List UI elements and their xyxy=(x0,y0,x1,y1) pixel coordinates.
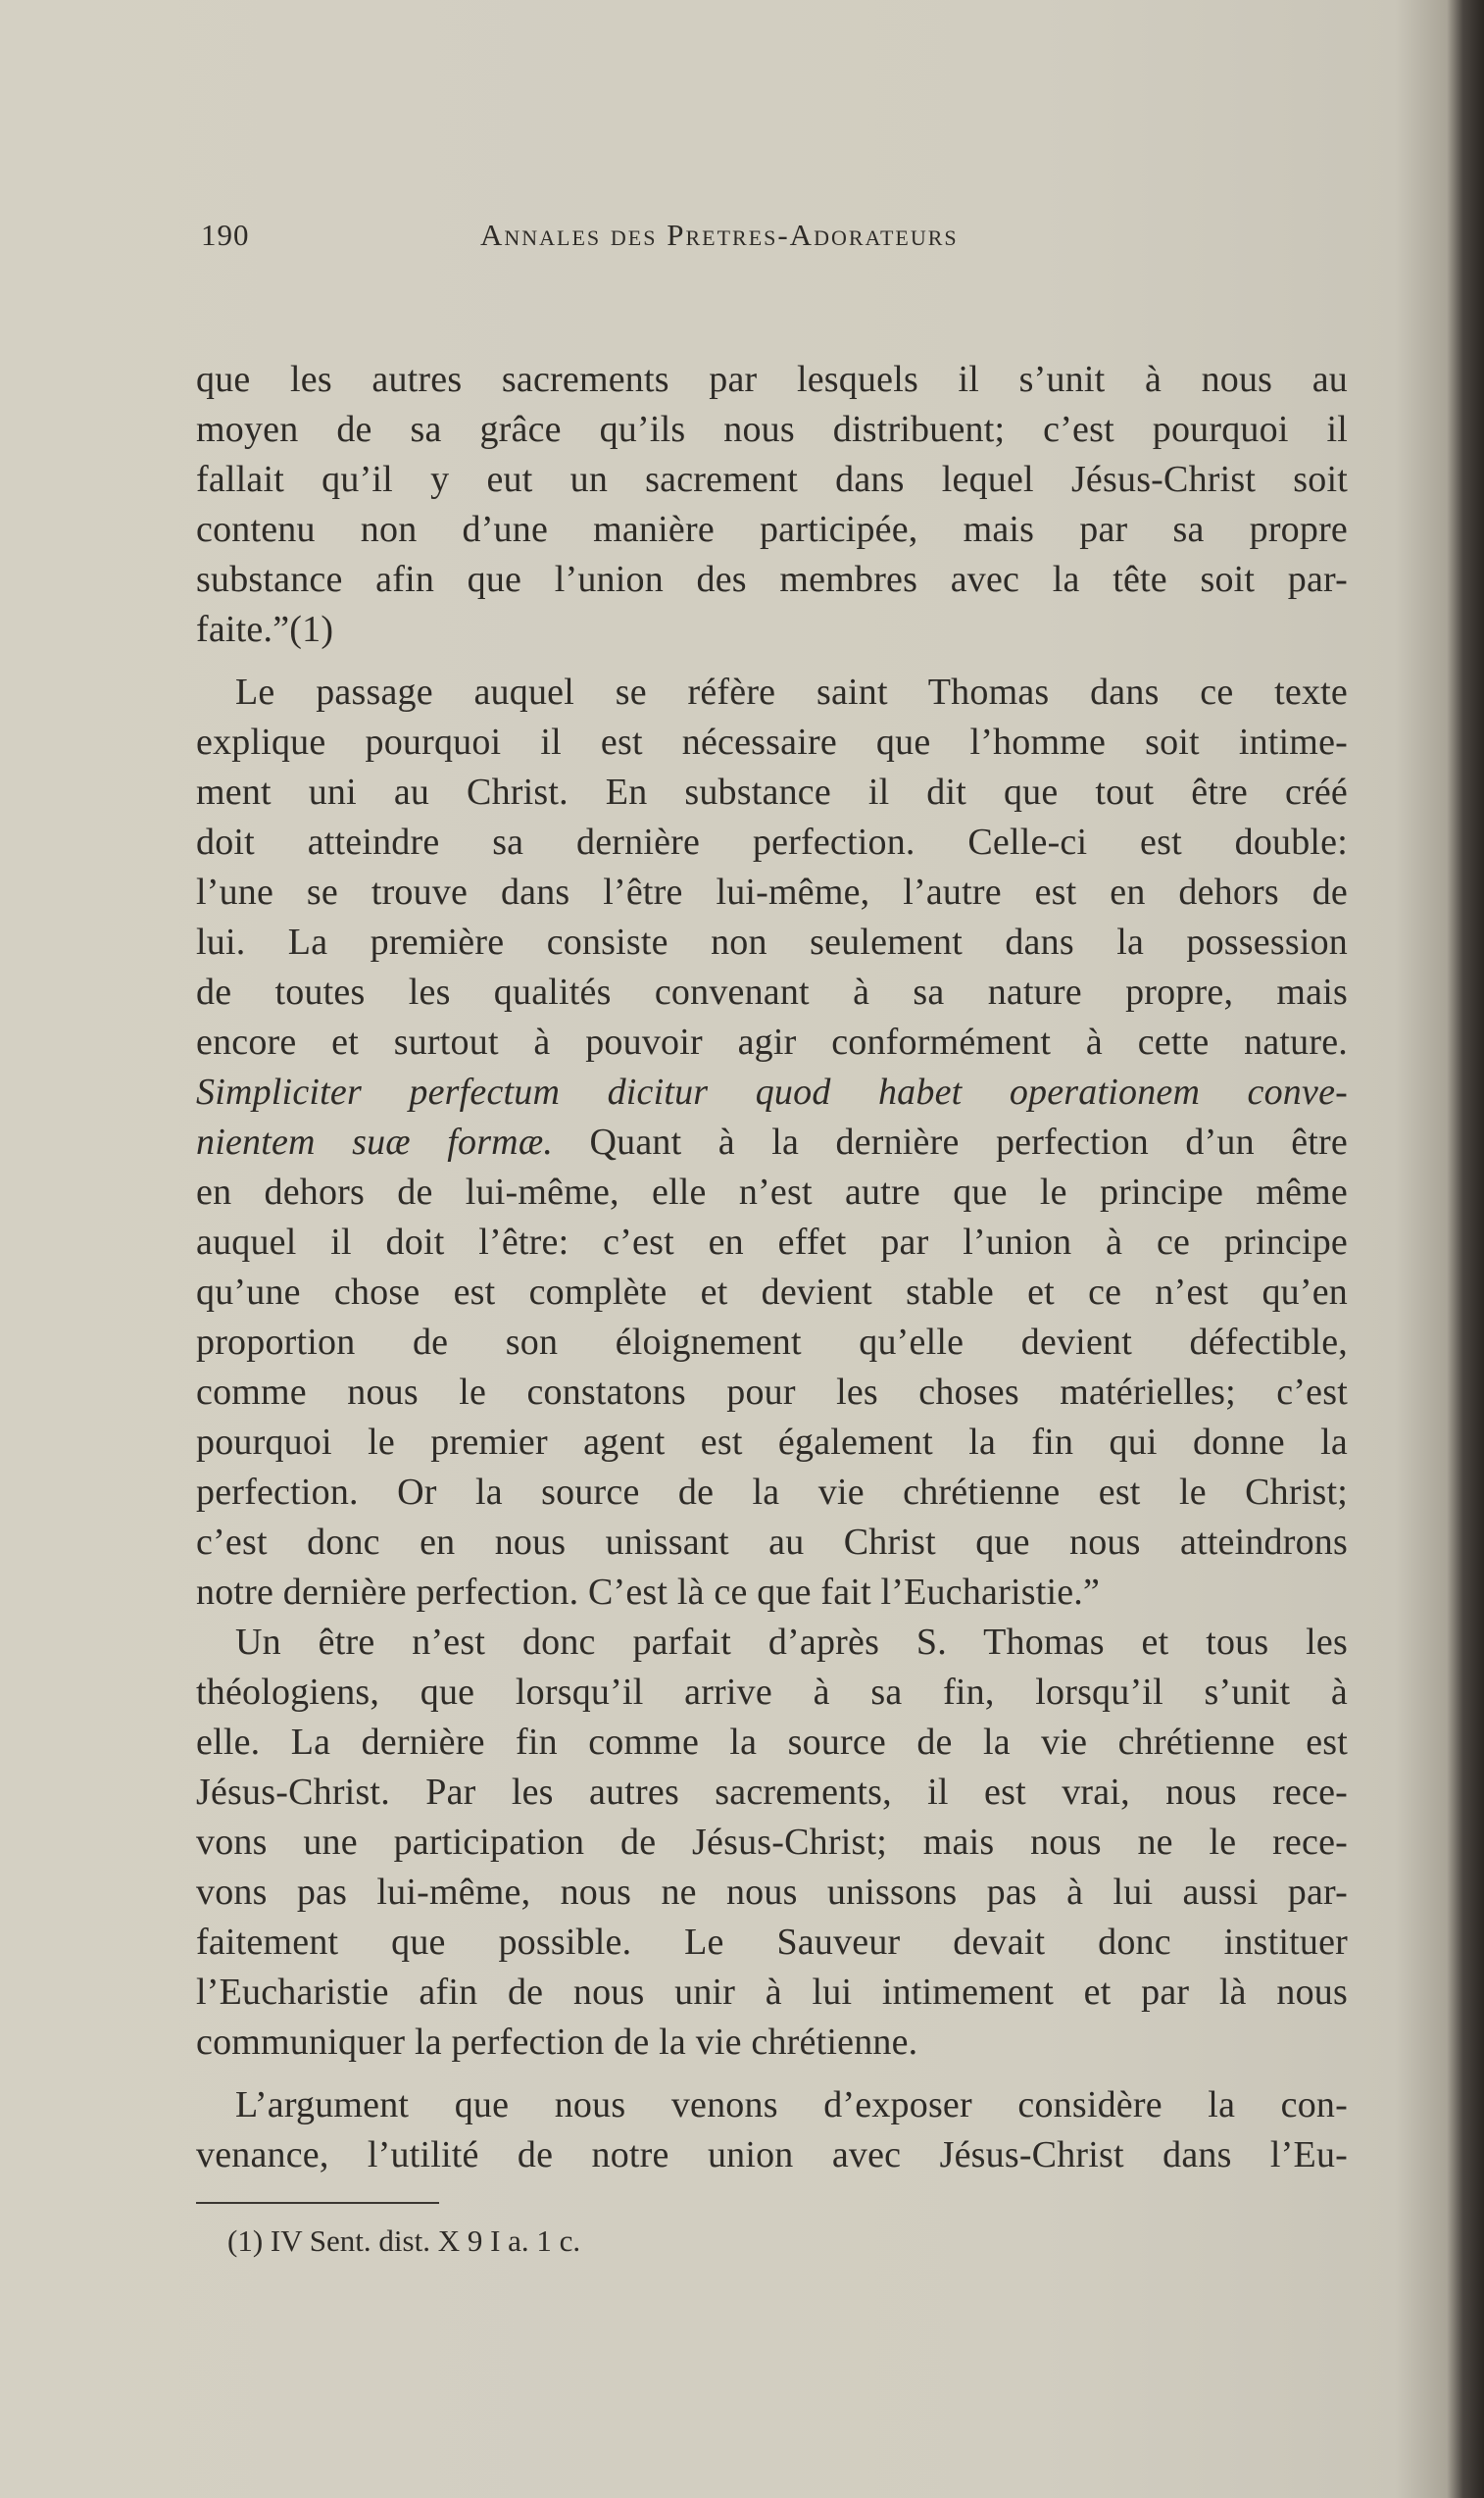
text-line: encore et surtout à pouvoir agir conformément à cette nature. xyxy=(196,1022,1348,1063)
latin-quote-line: Simpliciter perfectum dicitur quod habet operationem conve- xyxy=(196,1072,1348,1113)
paragraph xyxy=(196,668,1348,1618)
text-line: contenu non d’une manière participée, mais par sa propre xyxy=(196,509,1348,550)
paragraph xyxy=(196,1618,1348,2068)
text-line: comme nous le constatons pour les choses matérielles; c’est xyxy=(196,1372,1348,1413)
text-line: notre dernière perfection. C’est là ce que fait l’Eucharistie.” xyxy=(196,1572,1101,1613)
running-title: Annales des Pretres-Adorateurs xyxy=(480,218,959,252)
body-text xyxy=(196,355,1348,2180)
running-head xyxy=(201,218,1367,257)
text-line: venance, l’utilité de notre union avec Jésus-Christ dans l’Eu- xyxy=(196,2134,1348,2175)
paragraph xyxy=(196,2080,1348,2180)
text-line: moyen de sa grâce qu’ils nous distribuent; c’est pourquoi il xyxy=(196,409,1348,450)
text-line: perfection. Or la source de la vie chrétienne est le Christ; xyxy=(196,1472,1348,1513)
text-line: proportion de son éloignement qu’elle devient défectible, xyxy=(196,1322,1348,1363)
text-line: l’une se trouve dans l’être lui-même, l’autre est en dehors de xyxy=(196,872,1348,913)
text-line: Jésus-Christ. Par les autres sacrements, il est vrai, nous rece- xyxy=(196,1772,1348,1813)
text-line: communiquer la perfection de la vie chrétienne. xyxy=(196,2022,918,2063)
text-line: Le passage auquel se réfère saint Thomas dans ce texte xyxy=(235,672,1348,713)
text-line: lui. La première consiste non seulement dans la possession xyxy=(196,922,1348,963)
text-line: pourquoi le premier agent est également la fin qui donne la xyxy=(196,1422,1348,1463)
footnote: (1) IV Sent. dist. X 9 I a. 1 c. xyxy=(227,2223,581,2258)
text-line: substance afin que l’union des membres avec la tête soit par- xyxy=(196,559,1348,600)
text-line: ment uni au Christ. En substance il dit que tout être créé xyxy=(196,772,1348,813)
paragraph xyxy=(196,355,1348,655)
text-line: théologiens, que lorsqu’il arrive à sa fin, lorsqu’il s’unit à xyxy=(196,1672,1348,1713)
text-line: doit atteindre sa dernière perfection. Celle-ci est double: xyxy=(196,822,1348,863)
text-line: en dehors de lui-même, elle n’est autre que le principe même xyxy=(196,1172,1348,1213)
text-line: l’Eucharistie afin de nous unir à lui intimement et par là nous xyxy=(196,1972,1348,2013)
text-line: qu’une chose est complète et devient stable et ce n’est qu’en xyxy=(196,1272,1348,1313)
text-line: L’argument que nous venons d’exposer considère la con- xyxy=(235,2084,1348,2125)
text-line: que les autres sacrements par lesquels il s’unit à nous au xyxy=(196,359,1348,400)
text-line: faite.”(1) xyxy=(196,609,334,650)
text-line: vons pas lui-même, nous ne nous unissons pas à lui aussi par- xyxy=(196,1872,1348,1913)
text-line: elle. La dernière fin comme la source de la vie chrétienne est xyxy=(196,1722,1348,1763)
text-line: vons une participation de Jésus-Christ; mais nous ne le rece- xyxy=(196,1822,1348,1863)
text-line: faitement que possible. Le Sauveur devait donc instituer xyxy=(196,1922,1348,1963)
text-line: auquel il doit l’être: c’est en effet par l’union à ce principe xyxy=(196,1222,1348,1263)
text-line: de toutes les qualités convenant à sa nature propre, mais xyxy=(196,972,1348,1013)
text-line: fallait qu’il y eut un sacrement dans lequel Jésus-Christ soit xyxy=(196,459,1348,500)
latin-quote-end: nientem suæ formæ. xyxy=(196,1122,554,1163)
text-line: c’est donc en nous unissant au Christ que nous atteindrons xyxy=(196,1522,1348,1563)
footnote-rule xyxy=(196,2202,439,2204)
text-line: explique pourquoi il est nécessaire que l’homme soit intime- xyxy=(196,722,1348,763)
text-line-rest: Quant à la dernière perfection d’un être xyxy=(553,1122,1348,1163)
text-line xyxy=(196,1118,1348,1168)
text-line: Un être n’est donc parfait d’après S. Thomas et tous les xyxy=(235,1622,1348,1663)
page-number: 190 xyxy=(201,218,250,252)
